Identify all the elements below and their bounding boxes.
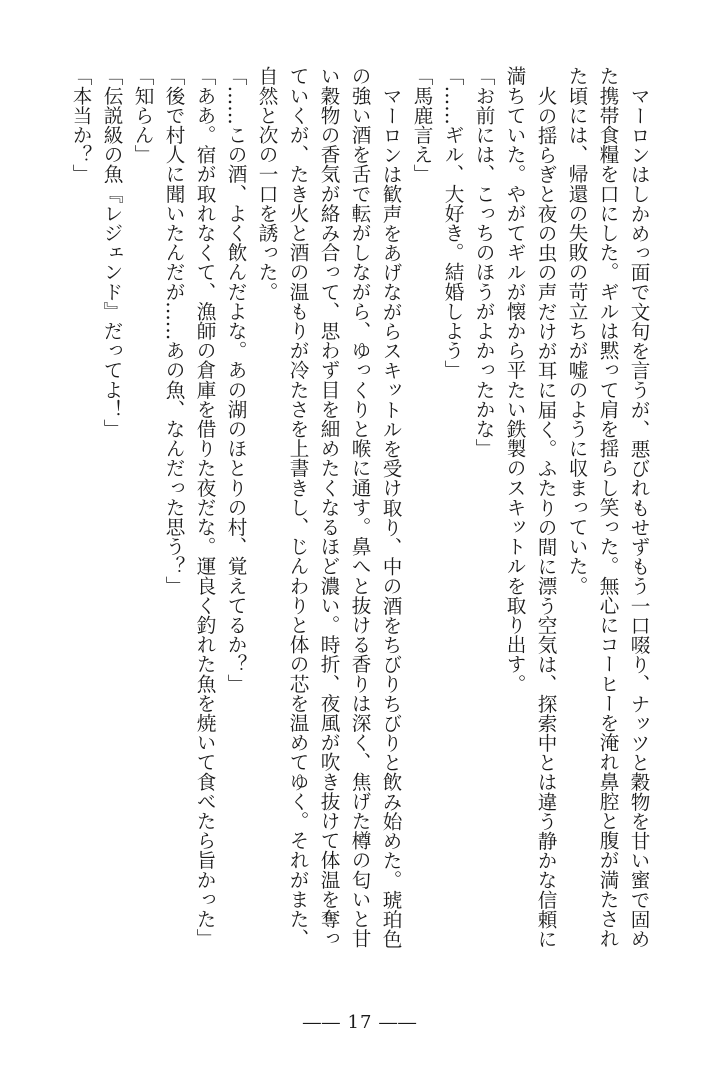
- text-line: マーロンはしかめっ面で文句を言うが、悪びれもせずもう一口啜り、ナッツと穀物を甘い蜜で固め: [627, 85, 650, 948]
- text-line: 「本当か？」: [69, 66, 92, 184]
- text-line: マーロンは歓声をあげながらスキットルを受け取り、中の酒をちびりちびりと飲み始めた。琥珀色: [379, 85, 402, 948]
- text-line: 満ちていた。やがてギルが懐から平たい鉄製のスキットルを取り出す。: [503, 66, 526, 694]
- text-line: 「馬鹿言え」: [410, 66, 433, 184]
- text-line: い穀物の香気が絡み合って、思わず目を細めたくなるほど濃い。時折、夜風が吹き抜けて体温を奪っ: [317, 66, 340, 948]
- text-line: 自然と次の一口を誘った。: [255, 66, 278, 302]
- text-line: 「お前には、こっちのほうがよかったかな」: [472, 66, 495, 458]
- text-line: 火の揺らぎと夜の虫の声だけが耳に届く。ふたりの間に漂う空気は、探索中とは違う静かな信頼に: [534, 85, 557, 948]
- page-number: ―― 17 ――: [302, 1012, 418, 1033]
- text-line: の強い酒を舌で転がしながら、ゆっくりと喉に通す。鼻へと抜ける香りは深く、焦げた樽の匂いと甘: [348, 66, 371, 948]
- text-line: 「……この酒、よく飲んだよな。あの湖のほとりの村、覚えてるか？」: [224, 66, 247, 694]
- text-line: た頃には、帰還の失敗の苛立ちが嘘のように収まっていた。: [565, 66, 588, 596]
- text-line: 「後で村人に聞いたんだが……あの魚、なんだった思う？」: [162, 66, 185, 596]
- text-line: ていくが、たき火と酒の温もりが冷たさを上書きし、じんわりと体の芯を温めてゆく。それがまた、: [286, 66, 309, 948]
- text-line: 「ああ。宿が取れなくて、漁師の倉庫を借りた夜だな。運良く釣れた魚を焼いて食べたら旨かった」: [193, 66, 216, 948]
- text-line: 「……ギル、大好き。結婚しよう」: [441, 66, 464, 380]
- body-text: [54, 66, 654, 976]
- text-line: 「伝説級の魚『レジェンド』だってよ！」: [100, 66, 123, 439]
- text-line: た携帯食糧を口にした。ギルは黙って肩を揺らし笑った。無心にコーヒーを淹れ鼻腔と腹が満たされ: [596, 66, 619, 948]
- text-line: 「知らん」: [131, 66, 154, 164]
